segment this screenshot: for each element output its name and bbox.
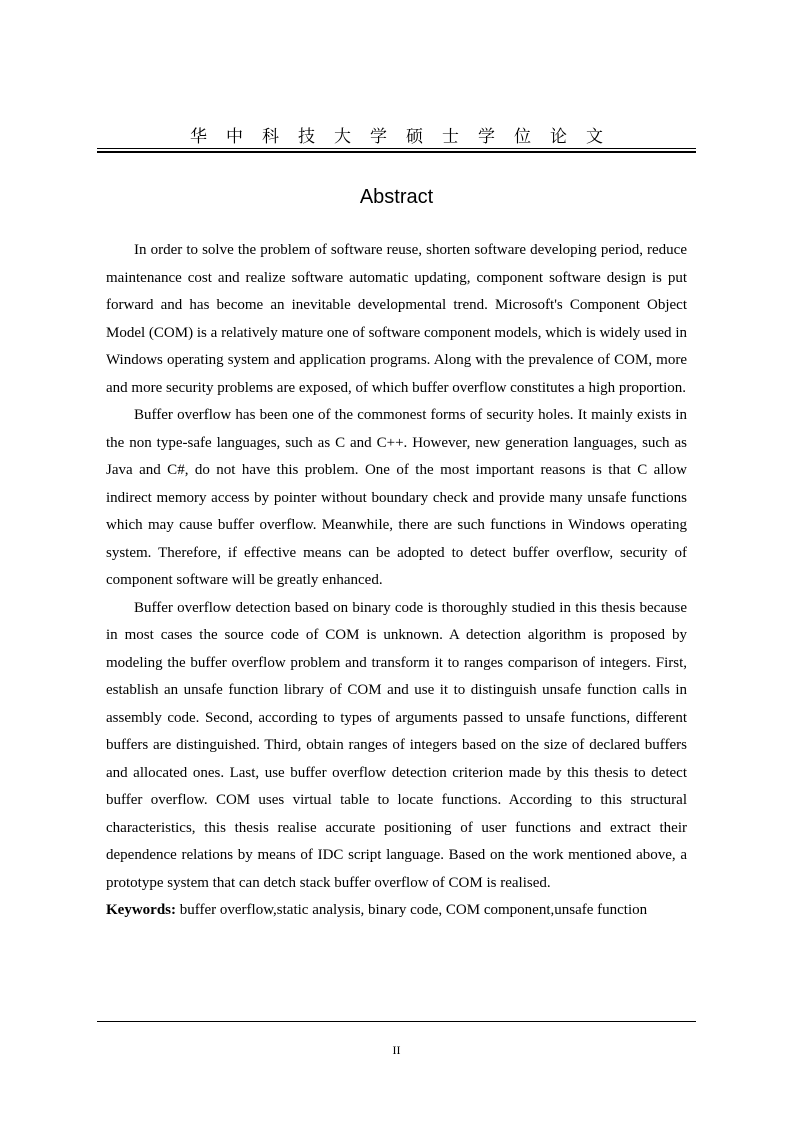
header-rule-thin	[97, 148, 696, 149]
footer-rule	[97, 1021, 696, 1022]
page-number: II	[392, 1043, 401, 1057]
header-rule-thick	[97, 151, 696, 153]
abstract-body	[106, 237, 687, 925]
abstract-paragraph-2: Buffer overflow has been one of the commonest forms of security holes. It mainly exists in the non type-safe languages, such as C and C++. However, new generation languages, such as Java and C#, do not have this problem. One of the most important reasons is that C allow indirect memory access by pointer without boundary check and provide many unsafe functions which may cause buffer overflow. Meanwhile, there are such functions in Windows operating system. Therefore, if effective means can be adopted to detect buffer overflow, security of component software will be greatly enhanced.	[106, 407, 687, 588]
keywords-line	[106, 897, 687, 925]
thesis-header-title: 华中科技大学硕士学位论文	[190, 127, 622, 147]
keywords-label: Keywords:	[106, 902, 176, 918]
abstract-paragraph-1: In order to solve the problem of software reuse, shorten software developing period, reduce maintenance cost and realize software automatic updating, component software design is put forward and has become an inevitable developmental trend. Microsoft's Component Object Model (COM) is a relatively mature one of software component models, which is widely used in Windows operating system and application programs. Along with the prevalence of COM, more and more security problems are exposed, of which buffer overflow constitutes a high proportion.	[106, 242, 687, 396]
abstract-paragraph-3: Buffer overflow detection based on binary code is thoroughly studied in this thesis because in most cases the source code of COM is unknown. A detection algorithm is proposed by modeling the buffer overflow problem and transform it to ranges comparison of integers. First, establish an unsafe function library of COM and use it to distinguish unsafe function calls in assembly code. Second, according to types of arguments passed to unsafe functions, different buffers are distinguished. Third, obtain ranges of integers based on the size of declared buffers and allocated ones. Last, use buffer overflow detection criterion made by this thesis to detect buffer overflow. COM uses virtual table to locate functions. According to this structural characteristics, this thesis realise accurate positioning of user functions and extract their dependence relations by means of IDC script language. Based on the work mentioned above, a prototype system that can detch stack buffer overflow of COM is realised.	[106, 599, 687, 891]
abstract-heading: Abstract	[359, 186, 434, 208]
keywords-text: buffer overflow,static analysis, binary code, COM component,unsafe function	[176, 902, 648, 918]
